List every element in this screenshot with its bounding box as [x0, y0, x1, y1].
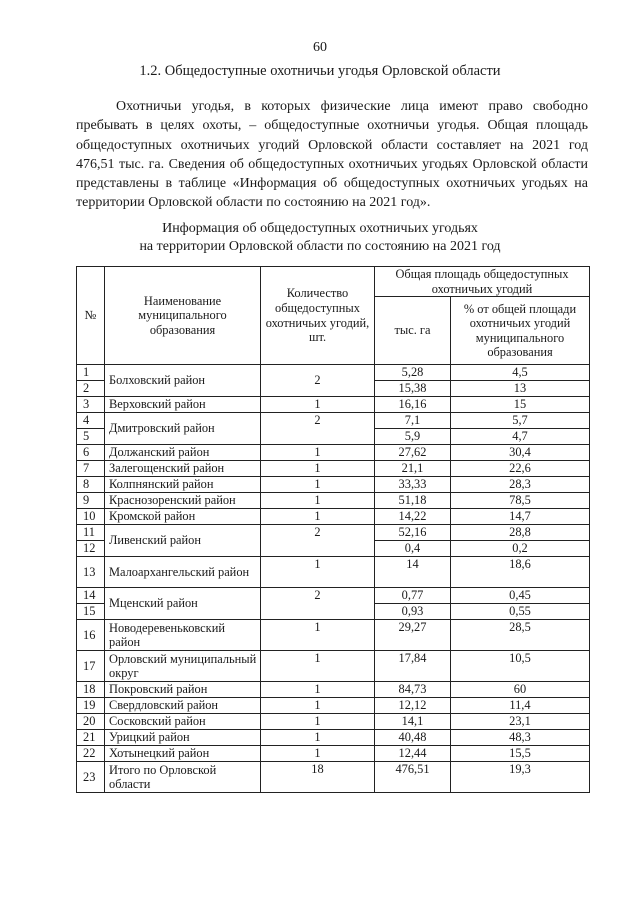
cell-area-ha: 27,62	[375, 445, 451, 461]
cell-count: 1	[261, 682, 375, 698]
cell-area-ha: 51,18	[375, 493, 451, 509]
cell-count: 2	[261, 365, 375, 397]
cell-area-ha: 5,28	[375, 365, 451, 381]
cell-num: 16	[77, 620, 105, 651]
cell-name: Покровский район	[105, 682, 261, 698]
cell-count: 1	[261, 651, 375, 682]
cell-name: Ливенский район	[105, 525, 261, 557]
cell-area-ha: 52,16	[375, 525, 451, 541]
cell-name: Болховский район	[105, 365, 261, 397]
cell-area-pct: 60	[451, 682, 590, 698]
cell-area-pct: 19,3	[451, 762, 590, 793]
cell-num: 8	[77, 477, 105, 493]
table-row	[77, 493, 590, 509]
table-row	[77, 445, 590, 461]
table-title	[0, 220, 640, 256]
table-row	[77, 525, 590, 541]
intro-paragraph: Охотничьи угодья, в которых физические лица имеют право свободно пребывать в целях охоты, – общедоступные охотничьи угодья. Общая площадь общедоступных охотничьих угодий Орловской области составляет на 2021 год 476,51 тыс. га. Сведения об общедоступных охотничьих угодьях Орловской области представлены в таблице «Информация об общедоступных охотничьих угодьях на территории Орловской области по состоянию на 2021 год».	[76, 99, 588, 211]
cell-area-ha: 33,33	[375, 477, 451, 493]
table-row	[77, 588, 590, 604]
cell-name: Урицкий район	[105, 730, 261, 746]
cell-area-pct: 28,3	[451, 477, 590, 493]
cell-name: Мценский район	[105, 588, 261, 620]
cell-name: Орловский муниципальный округ	[105, 651, 261, 682]
cell-num: 4	[77, 413, 105, 429]
cell-name: Итого по Орловской области	[105, 762, 261, 793]
cell-area-ha: 14	[375, 557, 451, 588]
table-row	[77, 698, 590, 714]
cell-name: Малоархангельский район	[105, 557, 261, 588]
cell-area-pct: 0,2	[451, 541, 590, 557]
cell-count: 1	[261, 477, 375, 493]
cell-area-pct: 13	[451, 381, 590, 397]
table-row	[77, 397, 590, 413]
cell-area-pct: 4,5	[451, 365, 590, 381]
cell-num: 11	[77, 525, 105, 541]
page-number: 60	[313, 40, 327, 55]
table-title-line-1: Информация об общедоступных охотничьих угодьях	[162, 221, 478, 236]
cell-num: 1	[77, 365, 105, 381]
cell-count: 1	[261, 445, 375, 461]
cell-name: Колпнянский район	[105, 477, 261, 493]
cell-num: 22	[77, 746, 105, 762]
table-row	[77, 746, 590, 762]
header-num: №	[77, 267, 105, 365]
cell-num: 14	[77, 588, 105, 604]
cell-area-pct: 15	[451, 397, 590, 413]
cell-count: 1	[261, 698, 375, 714]
cell-area-pct: 0,55	[451, 604, 590, 620]
cell-area-ha: 16,16	[375, 397, 451, 413]
table-row	[77, 714, 590, 730]
cell-name: Залегощенский район	[105, 461, 261, 477]
cell-area-ha: 29,27	[375, 620, 451, 651]
cell-num: 6	[77, 445, 105, 461]
cell-count: 2	[261, 588, 375, 620]
cell-area-pct: 10,5	[451, 651, 590, 682]
cell-num: 19	[77, 698, 105, 714]
cell-area-ha: 476,51	[375, 762, 451, 793]
cell-name: Дмитровский район	[105, 413, 261, 445]
header-area-ha: тыс. га	[375, 297, 451, 365]
cell-count: 1	[261, 557, 375, 588]
cell-area-pct: 23,1	[451, 714, 590, 730]
cell-area-pct: 5,7	[451, 413, 590, 429]
cell-area-ha: 14,22	[375, 509, 451, 525]
cell-area-pct: 18,6	[451, 557, 590, 588]
cell-name: Свердловский район	[105, 698, 261, 714]
table-row	[77, 413, 590, 429]
cell-count: 1	[261, 730, 375, 746]
table-row	[77, 730, 590, 746]
cell-count: 2	[261, 525, 375, 557]
cell-area-pct: 78,5	[451, 493, 590, 509]
cell-num: 5	[77, 429, 105, 445]
cell-area-ha: 0,4	[375, 541, 451, 557]
cell-area-ha: 0,77	[375, 588, 451, 604]
hunting-grounds-table	[76, 266, 590, 793]
cell-num: 7	[77, 461, 105, 477]
cell-num: 21	[77, 730, 105, 746]
cell-count: 1	[261, 509, 375, 525]
cell-area-ha: 15,38	[375, 381, 451, 397]
header-area-pct: % от общей площади охотничьих угодий муниципального образования	[451, 297, 590, 365]
cell-num: 15	[77, 604, 105, 620]
cell-name: Кромской район	[105, 509, 261, 525]
cell-num: 10	[77, 509, 105, 525]
cell-count: 1	[261, 620, 375, 651]
table-row-total	[77, 762, 590, 793]
cell-area-ha: 14,1	[375, 714, 451, 730]
cell-area-ha: 17,84	[375, 651, 451, 682]
cell-count: 2	[261, 413, 375, 445]
cell-name: Сосковский район	[105, 714, 261, 730]
cell-num: 13	[77, 557, 105, 588]
cell-area-ha: 5,9	[375, 429, 451, 445]
cell-count: 18	[261, 762, 375, 793]
cell-count: 1	[261, 397, 375, 413]
section-title: 1.2. Общедоступные охотничьи угодья Орловской области	[139, 63, 501, 79]
cell-area-pct: 0,45	[451, 588, 590, 604]
cell-area-pct: 48,3	[451, 730, 590, 746]
cell-num: 9	[77, 493, 105, 509]
cell-area-ha: 40,48	[375, 730, 451, 746]
cell-num: 12	[77, 541, 105, 557]
cell-name: Верховский район	[105, 397, 261, 413]
cell-area-pct: 14,7	[451, 509, 590, 525]
table-row	[77, 620, 590, 651]
cell-count: 1	[261, 461, 375, 477]
table-row	[77, 365, 590, 381]
cell-area-ha: 12,12	[375, 698, 451, 714]
cell-num: 2	[77, 381, 105, 397]
cell-area-pct: 30,4	[451, 445, 590, 461]
table-row	[77, 477, 590, 493]
cell-num: 17	[77, 651, 105, 682]
cell-area-pct: 4,7	[451, 429, 590, 445]
cell-count: 1	[261, 493, 375, 509]
cell-area-ha: 0,93	[375, 604, 451, 620]
cell-name: Хотынецкий район	[105, 746, 261, 762]
table-row	[77, 509, 590, 525]
table-row	[77, 557, 590, 588]
table-title-line-2: на территории Орловской области по состоянию на 2021 год	[139, 239, 501, 254]
cell-num: 18	[77, 682, 105, 698]
cell-area-ha: 21,1	[375, 461, 451, 477]
cell-area-ha: 84,73	[375, 682, 451, 698]
table-row	[77, 682, 590, 698]
cell-area-pct: 11,4	[451, 698, 590, 714]
cell-area-pct: 28,8	[451, 525, 590, 541]
cell-area-ha: 12,44	[375, 746, 451, 762]
cell-num: 3	[77, 397, 105, 413]
cell-area-ha: 7,1	[375, 413, 451, 429]
cell-name: Новодеревеньковский район	[105, 620, 261, 651]
cell-name: Краснозоренский район	[105, 493, 261, 509]
cell-num: 23	[77, 762, 105, 793]
cell-area-pct: 15,5	[451, 746, 590, 762]
header-count: Количество общедоступных охотничьих угодий, шт.	[261, 267, 375, 365]
table-row	[77, 461, 590, 477]
cell-area-pct: 28,5	[451, 620, 590, 651]
cell-area-pct: 22,6	[451, 461, 590, 477]
header-name: Наименование муниципального образования	[105, 267, 261, 365]
cell-count: 1	[261, 714, 375, 730]
header-area-group: Общая площадь общедоступных охотничьих угодий	[375, 267, 590, 297]
cell-num: 20	[77, 714, 105, 730]
cell-name: Должанский район	[105, 445, 261, 461]
cell-count: 1	[261, 746, 375, 762]
table-row	[77, 651, 590, 682]
